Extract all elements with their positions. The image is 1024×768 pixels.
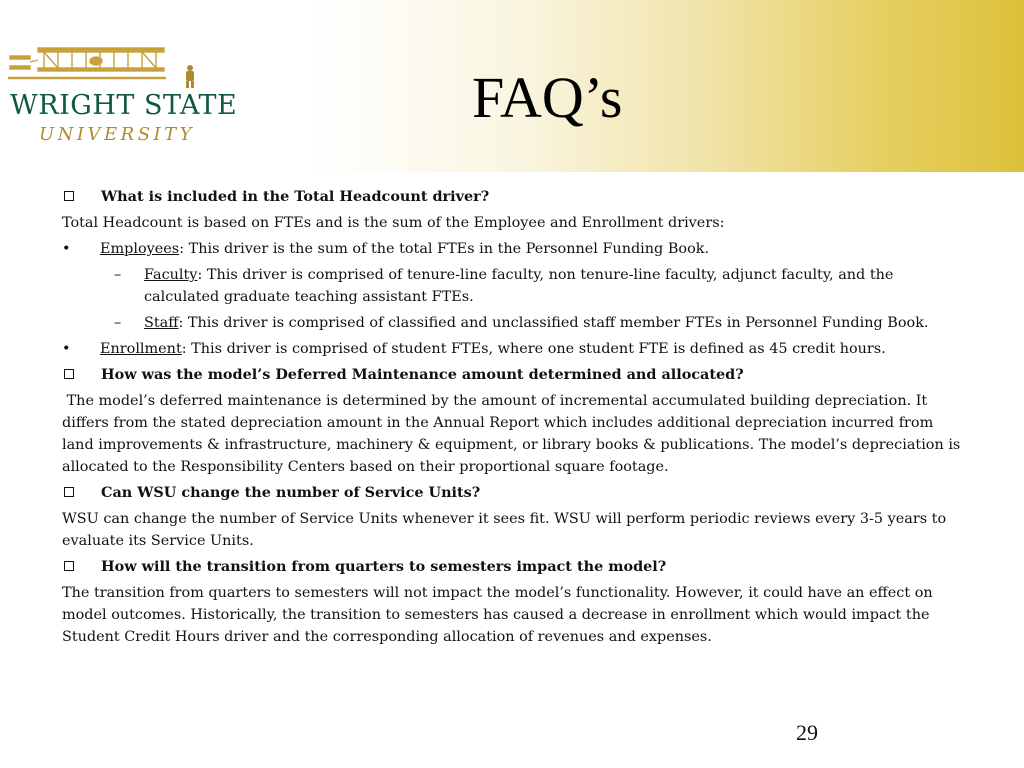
bullet-item	[62, 238, 962, 260]
term-employees: Employees	[100, 241, 180, 257]
faq-question	[62, 482, 962, 504]
checkbox-bullet-icon	[64, 561, 74, 571]
sub-bullet-desc: : This driver is comprised of tenure-line faculty, non tenure-line faculty, adjunct faculty, and the calculated graduate teaching assistant FTEs.	[144, 267, 894, 305]
sub-bullet-item	[114, 312, 962, 334]
dash-glyph: –	[114, 315, 122, 331]
bullet-glyph: •	[62, 341, 71, 357]
question-text: How was the model’s Deferred Maintenance amount determined and allocated?	[101, 366, 744, 383]
bullet-item	[62, 338, 962, 360]
bullet-text	[100, 338, 886, 360]
answer-text: The transition from quarters to semesters will not impact the model’s functionality. However, it could have an effect on model outcomes. Historically, the transition to semesters has caused a decrease in enrollment which would impact the Student Credit Hours driver and the corresponding allocation of revenues and expenses.	[62, 585, 933, 645]
slide-title: FAQ’s	[472, 65, 623, 130]
page-number: 29	[796, 720, 818, 745]
answer-text: WSU can change the number of Service Units whenever it sees fit. WSU will perform periodic reviews every 3-5 years to evaluate its Service Units.	[62, 511, 947, 549]
sub-bullet-item	[114, 264, 962, 308]
answer-text: The model’s deferred maintenance is determined by the amount of incremental accumulated building depreciation. It differs from the stated depreciation amount in the Annual Report which includes additional depreciation incurred from land improvements & infrastructure, machinery & equipment, or library books & publications. The model’s depreciation is allocated to the Responsibility Centers based on their proportional square footage.	[62, 393, 965, 475]
dash-glyph: –	[114, 267, 122, 283]
bullet-glyph: •	[62, 241, 71, 257]
question-text: What is included in the Total Headcount driver?	[101, 188, 490, 205]
bullet-desc: : This driver is the sum of the total FTEs in the Personnel Funding Book.	[179, 241, 710, 257]
faq-question	[62, 364, 962, 386]
answer-intro: Total Headcount is based on FTEs and is the sum of the Employee and Enrollment drivers:	[62, 215, 725, 231]
checkbox-bullet-icon	[64, 487, 74, 497]
bullet-text	[100, 238, 709, 260]
checkbox-bullet-icon	[64, 191, 74, 201]
bullet-desc: : This driver is comprised of student FTEs, where one student FTE is defined as 45 credit hours.	[181, 341, 886, 357]
faq-content	[62, 186, 965, 652]
logo-wordmark-line1: WRIGHT STATE	[10, 90, 238, 121]
sub-bullet-text	[144, 312, 929, 334]
question-text: How will the transition from quarters to semesters impact the model?	[101, 558, 667, 575]
checkbox-bullet-icon	[64, 369, 74, 379]
slide-header	[0, 0, 1024, 172]
faq-question	[62, 186, 962, 208]
sub-bullet-text	[144, 264, 962, 308]
question-text: Can WSU change the number of Service Units?	[101, 484, 481, 501]
sub-bullet-desc: : This driver is comprised of classified and unclassified staff member FTEs in Personnel Funding Book.	[178, 315, 929, 331]
logo-wordmark-line2: UNIVERSITY	[39, 124, 196, 145]
term-faculty: Faculty	[144, 267, 198, 283]
faq-question	[62, 556, 962, 578]
term-enrollment: Enrollment	[100, 341, 182, 357]
term-staff: Staff	[144, 315, 179, 331]
